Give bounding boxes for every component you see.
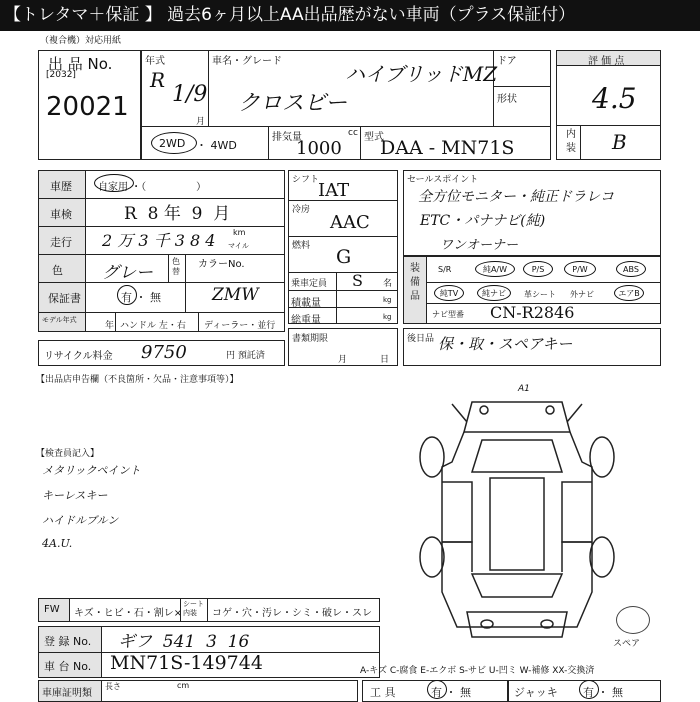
displacement-label: 排気量	[272, 132, 302, 143]
year-label: 年式	[145, 56, 165, 67]
color-no-value: ZMW	[212, 285, 259, 305]
mile-label: マイル	[228, 242, 249, 250]
grade-text: ハイブリッドMZ	[345, 62, 498, 86]
warranty-options: 有 ・ 無	[121, 291, 161, 304]
equip-abs-circle	[616, 261, 646, 277]
type-label: 型式	[364, 132, 384, 143]
color-no-label: カラーNo.	[198, 259, 245, 270]
color-value: グレー	[102, 263, 153, 283]
score-label: 評 価 点	[588, 56, 625, 67]
ac-label: 冷房	[292, 205, 311, 215]
fuel-value: G	[336, 246, 352, 268]
month-mark: 月	[196, 117, 206, 127]
reg-label: 登 録 No.	[44, 635, 92, 648]
color-change-label: 色替	[172, 257, 180, 276]
km-label: km	[233, 228, 246, 237]
header-banner-text: 【トレタマ＋保証 】 過去6ヶ月以上AA出品歴がない車両（プラス保証付）	[4, 5, 576, 25]
history-options: 自家用 ・（ ）	[98, 182, 207, 193]
mileage-value: 2 万 3 千 3 8 4	[102, 231, 216, 250]
tools-label: 工 具	[370, 686, 396, 699]
drive-2wd: 2WD	[159, 137, 186, 150]
chassis-value: MN71S-149744	[110, 652, 263, 674]
cert-label: 車庫証明類	[42, 688, 92, 699]
equip-tv-circle	[434, 285, 464, 301]
lot-small-code: [2032]	[46, 70, 76, 80]
model-year-mark: 年	[105, 321, 115, 331]
seat-options: コゲ・穴・汚レ・シミ・破レ・スレ	[212, 608, 372, 619]
score-value: 4.5	[592, 82, 637, 115]
drive-4wd: ・ 4WD	[196, 139, 237, 152]
reg-value: ギフ 541 3 16	[118, 632, 250, 652]
diagram-mark: A1	[518, 384, 530, 394]
model-code: DAA - MN71S	[380, 137, 515, 159]
color-label: 色	[52, 264, 63, 277]
displacement-value: 1000	[296, 138, 342, 159]
docs-month: 月	[338, 355, 348, 365]
interior-label: 内装	[566, 129, 576, 154]
shape-label: 形状	[497, 94, 517, 105]
sales-point-1: 全方位モニター・純正ドラレコ	[418, 189, 614, 205]
vehicle-diagram	[412, 392, 622, 647]
inspector-note-4: 4A.U.	[42, 537, 73, 550]
cert-length-label: 長さ	[105, 682, 121, 691]
capacity-label: 乗車定員	[291, 279, 328, 289]
docs-label: 書類期限	[292, 334, 329, 344]
sales-point-2: ETC・パナナビ(純)	[420, 213, 546, 229]
shift-value: IAT	[318, 180, 350, 201]
load-label: 積載量	[291, 298, 321, 309]
inspector-note-3: ハイドルブルン	[42, 514, 119, 527]
cc-label: cc	[348, 128, 358, 138]
equip-pw: P/W	[572, 264, 588, 274]
inspector-note-1: メタリックペイント	[42, 464, 141, 477]
interior-value: B	[612, 130, 627, 154]
warranty-label: 保証書	[48, 292, 81, 305]
seat-label: シート内装	[183, 600, 204, 617]
load-kg: kg	[383, 296, 392, 304]
year-era: R	[150, 68, 166, 92]
inspection-value: R 8 年 9 月	[124, 204, 231, 224]
equip-navi: 純ナビ	[482, 288, 506, 298]
equipment-label: 装備品	[410, 263, 420, 302]
fuel-label: 燃料	[292, 241, 311, 251]
spare-tire-icon	[616, 606, 650, 634]
equip-pw-circle	[564, 261, 596, 277]
cert-cm: cm	[177, 681, 190, 690]
equip-airbag: エアB	[618, 288, 640, 298]
docs-day: 日	[380, 355, 390, 365]
equip-tv: 純TV	[439, 288, 459, 298]
model-name-text: クロスビー	[238, 91, 348, 116]
equip-leather: 革シート	[524, 290, 556, 299]
chassis-label: 車 台 No.	[44, 660, 92, 673]
sales-point-3: ワンオーナー	[440, 238, 519, 253]
ac-value: AAC	[330, 212, 370, 233]
model-type-label: モデル年式	[42, 316, 77, 324]
tools-options: 有 ・ 無	[431, 686, 471, 699]
inspector-note-2: キーレスキー	[42, 489, 108, 502]
equip-alloy-wheel: 純A/W	[482, 264, 508, 274]
equip-airbag-circle	[614, 285, 644, 301]
equip-sr: S/R	[438, 265, 452, 274]
year-value: 1/9	[172, 82, 208, 107]
dealer-label: ディーラー・並行	[204, 321, 276, 331]
equip-ps-circle	[523, 261, 553, 277]
capacity-unit: 名	[383, 279, 393, 289]
shop-declaration-label: 【出品店申告欄（不良箇所・欠品・注意事項等）】	[36, 375, 239, 385]
mileage-label: 走行	[50, 236, 72, 249]
door-label: ドア	[497, 56, 517, 67]
lot-no-label: 出 品 No.	[48, 55, 113, 73]
history-label: 車歴	[50, 180, 72, 193]
sales-points-label: セールスポイント	[407, 175, 479, 185]
equip-abs: ABS	[623, 264, 639, 274]
recycle-fee: 9750	[141, 342, 187, 363]
handle-label: ハンドル 左・右	[120, 321, 186, 331]
recycle-unit: 円 預託済	[226, 351, 265, 361]
damage-legend: A-キズ C-腐食 E-エクボ S-サビ U-凹ミ W-補修 XX-交換済	[360, 666, 595, 676]
spare-label: スペア	[613, 639, 641, 649]
inspection-label: 車検	[50, 208, 72, 221]
weight-kg: kg	[383, 313, 392, 321]
equip-ps: P/S	[531, 264, 545, 274]
fw-label: FW	[44, 604, 60, 615]
fw-options: キズ・ヒビ・石・割レ×	[74, 608, 183, 619]
form-note: （複合機）対応用紙	[40, 36, 122, 46]
weight-label: 総重量	[291, 315, 321, 326]
capacity-value: S	[352, 271, 363, 290]
jack-label: ジャッキ	[514, 686, 558, 699]
later-items-label: 後日品	[407, 334, 435, 344]
equip-navi-circle	[477, 285, 511, 301]
recycle-label: リサイクル料金	[44, 351, 113, 362]
equip-alloy-wheel-circle	[475, 261, 515, 277]
navi-model-value: CN-R2846	[490, 303, 575, 322]
equip-ext-navi: 外ナビ	[570, 290, 594, 299]
name-label: 車名・グレード	[212, 56, 282, 67]
jack-options: 有 ・ 無	[583, 686, 623, 699]
later-items-value: 保・取・スペアキー	[438, 335, 573, 353]
navi-model-label: ナビ型番	[432, 310, 464, 319]
header-banner	[0, 0, 700, 31]
shift-label: シフト	[292, 175, 320, 185]
lot-number: 20021	[46, 92, 129, 122]
inspector-label: 【検査員記入】	[36, 449, 100, 459]
